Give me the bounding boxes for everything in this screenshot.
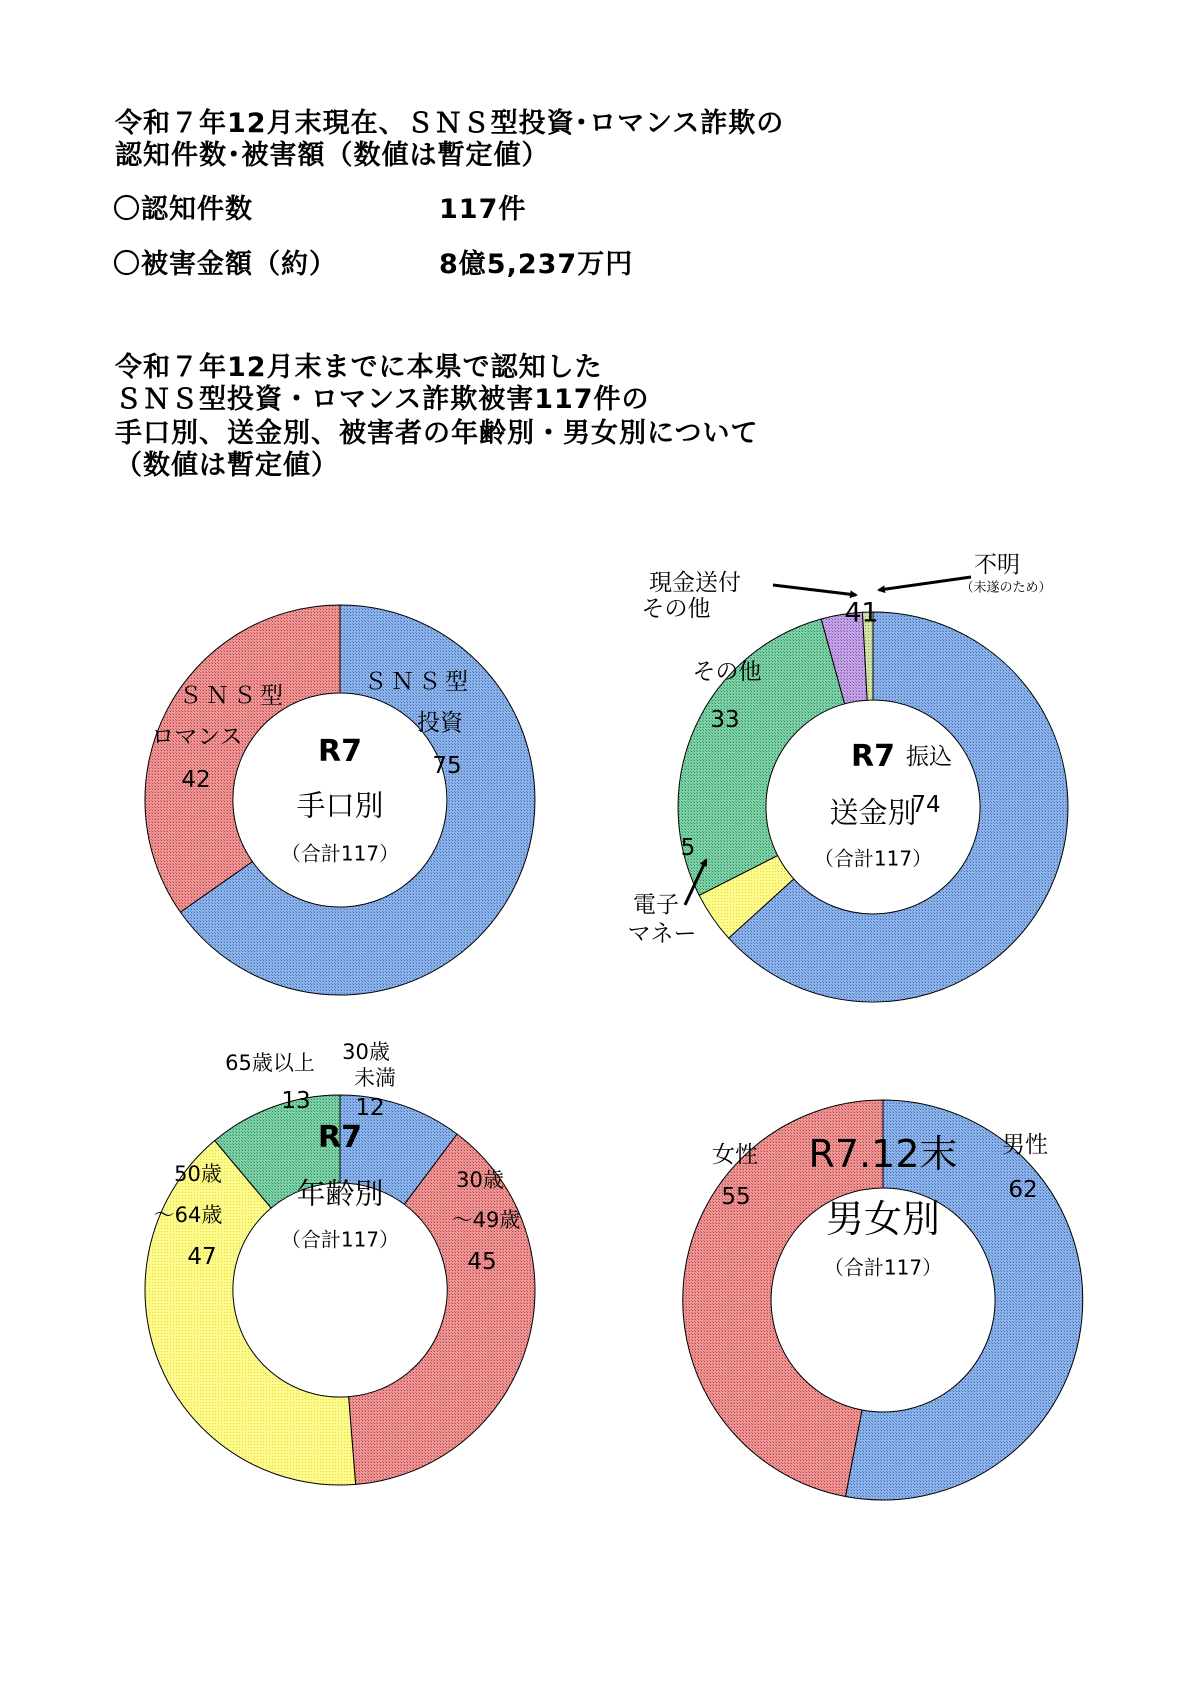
center-label-total: （合計117） [813, 846, 933, 871]
label-50-64-line1: 50歳 [174, 1161, 222, 1186]
label-emoney-line1: 電子 [633, 891, 679, 918]
label-under30-value: 12 [355, 1094, 385, 1121]
breakdown-heading-line3: 手口別、送金別、被害者の年齢別・男女別について [115, 418, 759, 449]
label-investment-value: 75 [432, 752, 462, 779]
donut-chart-gender [683, 1100, 1083, 1500]
label-under30-line1: 30歳 [342, 1039, 390, 1064]
label-investment-line1: ＳＮＳ型 [364, 668, 472, 695]
label-emoney-line2: マネー [627, 920, 697, 947]
label-male-value: 62 [1008, 1176, 1038, 1203]
summary-title-line2: 認知件数･被害額（数値は暫定値） [115, 140, 550, 171]
slice-sns-romance [145, 605, 340, 912]
label-cash-line2: その他 [641, 595, 711, 622]
arrow-cash [773, 585, 856, 595]
label-under30-line2: 未満 [354, 1065, 396, 1090]
label-female-line1: 女性 [712, 1141, 758, 1168]
label-50-64-line2: ～64歳 [153, 1202, 223, 1227]
label-65plus-value: 13 [281, 1087, 311, 1114]
donut-chart-age [140, 1039, 540, 1490]
label-65plus-line1: 65歳以上 [225, 1050, 315, 1075]
label-investment-line2: 投資 [417, 709, 463, 736]
label-unknown-value: 1 [861, 597, 879, 629]
center-label-year: R7 [318, 1119, 362, 1155]
label-romance-value: 42 [181, 766, 211, 793]
breakdown-heading-line4: （数値は暫定値） [115, 450, 339, 481]
breakdown-heading-line1: 令和７年12月末までに本県で認知した [115, 352, 603, 383]
center-label-total: （合計117） [823, 1255, 943, 1280]
label-30-49-line1: 30歳 [456, 1167, 504, 1192]
label-emoney-value: 5 [680, 834, 696, 861]
label-unknown-line1: 不明 [974, 551, 1020, 578]
breakdown-heading-line2: ＳＮＳ型投資・ロマンス詐欺被害117件の [115, 384, 650, 415]
label-transfer-line1: 振込 [906, 743, 952, 770]
label-romance-line1: ＳＮＳ型 [179, 682, 287, 709]
label-other-value: 33 [710, 706, 740, 733]
center-label-title: 手口別 [296, 788, 384, 823]
label-50-64-value: 47 [187, 1243, 217, 1270]
arrow-unknown [879, 577, 971, 590]
center-label-year: R7 [851, 738, 895, 774]
label-romance-line2: ロマンス [151, 723, 243, 750]
center-label-title: 年齢別 [296, 1176, 384, 1211]
center-label-year: R7 [318, 733, 362, 769]
label-other-line1: その他 [692, 658, 762, 685]
count-label: 〇認知件数 [113, 194, 253, 225]
label-female-value: 55 [721, 1183, 751, 1210]
damage-label: 〇被害金額（約） [113, 249, 337, 280]
count-value: 117件 [439, 194, 527, 225]
center-label-title: 送金別 [829, 795, 917, 830]
summary-title-line1: 令和７年12月末現在、ＳＮＳ型投資･ロマンス詐欺の [115, 108, 785, 139]
damage-value: 8億5,237万円 [439, 249, 634, 280]
label-male-line1: 男性 [1002, 1131, 1048, 1158]
center-label-title: 男女別 [825, 1197, 941, 1242]
center-label-total: （合計117） [280, 1227, 400, 1252]
label-30-49-value: 45 [467, 1248, 497, 1275]
label-30-49-line2: ～49歳 [451, 1207, 521, 1232]
donut-chart-method [140, 600, 540, 1000]
label-transfer-value: 74 [911, 791, 941, 818]
label-cash-line1: 現金送付 [649, 569, 741, 596]
center-label-year: R7.12末 [808, 1132, 958, 1177]
center-label-total: （合計117） [280, 841, 400, 866]
donut-chart-remittance [627, 551, 1073, 1007]
label-cash-value: 4 [844, 597, 862, 629]
label-unknown-line2: （未遂のため） [960, 580, 1052, 596]
